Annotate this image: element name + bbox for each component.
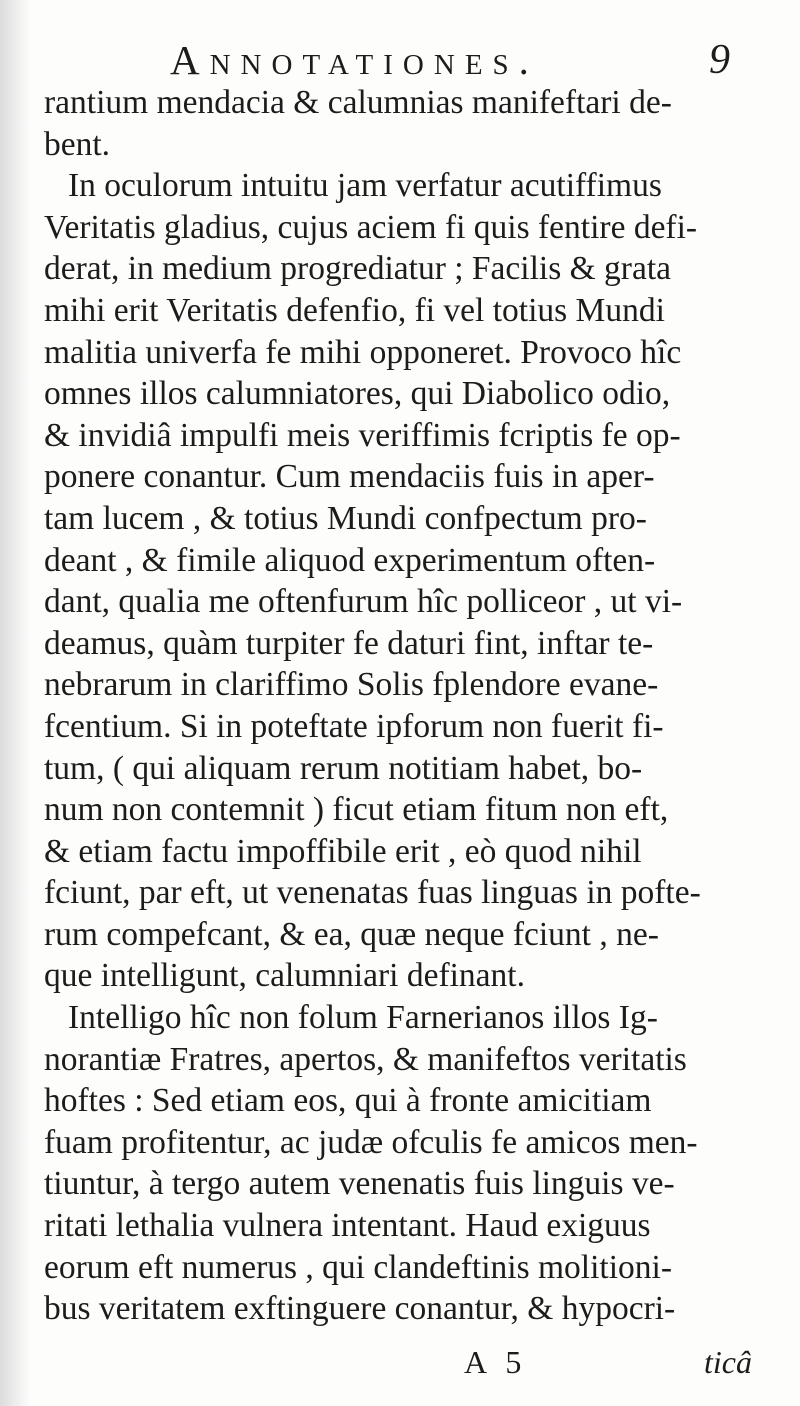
text-line: bent.: [44, 125, 111, 163]
page-gutter-shadow: [0, 0, 30, 1406]
text-line: fciunt, par eft, ut venenatas fuas linguas in pofte-: [44, 874, 701, 912]
text-line: derat, in medium progrediatur ; Facilis & grata: [44, 250, 672, 288]
text-line: tiuntur, à tergo autem venenatis fuis linguis ve-: [44, 1165, 675, 1203]
text-line: deant , & fimile aliquod experimentum often-: [44, 541, 656, 579]
text-line: norantiæ Fratres, apertos, & manifeftos veritatis: [44, 1040, 687, 1078]
text-line: fuam profitentur, ac judæ ofculis fe amicos men-: [44, 1123, 698, 1161]
text-line: dant, qualia me oftenfurum hîc polliceor , ut vi-: [44, 583, 683, 621]
catchword: ticâ: [704, 1344, 752, 1380]
page-number: 9: [709, 37, 730, 83]
body-text: [44, 82, 764, 1330]
text-line: & etiam factu impoffibile erit , eò quod nihil: [44, 832, 642, 870]
text-line: num non contemnit ) ficut etiam fitum non eft,: [44, 791, 669, 829]
paragraph-start-line: Intelligo hîc non folum Farnerianos illos Ig-: [68, 999, 658, 1037]
running-title: Annotationes.: [170, 37, 539, 83]
text-line: nebrarum in clariffimo Solis fplendore evane-: [44, 666, 659, 704]
text-line: rum compefcant, & ea, quæ neque fciunt , ne-: [44, 915, 659, 953]
text-line: omnes illos calumniatores, qui Diabolico odio,: [44, 375, 671, 413]
text-line: Veritatis gladius, cujus aciem fi quis fentire defi-: [44, 208, 698, 246]
text-line: eorum eft numerus , qui clandeftinis molitioni-: [44, 1248, 672, 1286]
text-line: ritati lethalia vulnera intentant. Haud exiguus: [44, 1207, 651, 1245]
text-line: mihi erit Veritatis defenfio, fi vel totius Mundi: [44, 291, 665, 329]
signature-mark: A 5: [464, 1344, 528, 1380]
text-line: & invidiâ impulfi meis veriffimis fcriptis fe op-: [44, 416, 681, 454]
text-line: tam lucem , & totius Mundi confpectum pro-: [44, 499, 647, 537]
page-header: [170, 30, 730, 83]
paragraph-start-line: In oculorum intuitu jam verfatur acutiffimus: [68, 167, 662, 205]
text-line: hoftes : Sed etiam eos, qui à fronte amicitiam: [44, 1082, 652, 1120]
text-line: bus veritatem exftinguere conantur, & hypocri-: [44, 1290, 676, 1328]
text-line: tum, ( qui aliquam rerum notitiam habet, bo-: [44, 749, 643, 787]
text-line: fcentium. Si in poteftate ipforum non fuerit fi-: [44, 707, 664, 745]
text-line: deamus, quàm turpiter fe daturi fint, inftar te-: [44, 624, 654, 662]
text-line: que intelligunt, calumniari definant.: [44, 957, 525, 995]
text-line: ponere conantur. Cum mendaciis fuis in aper-: [44, 458, 655, 496]
text-line: malitia univerfa fe mihi opponeret. Provoco hîc: [44, 333, 682, 371]
text-line: rantium mendacia & calumnias manifeftari de-: [44, 84, 672, 121]
page-footer: [44, 1341, 764, 1383]
